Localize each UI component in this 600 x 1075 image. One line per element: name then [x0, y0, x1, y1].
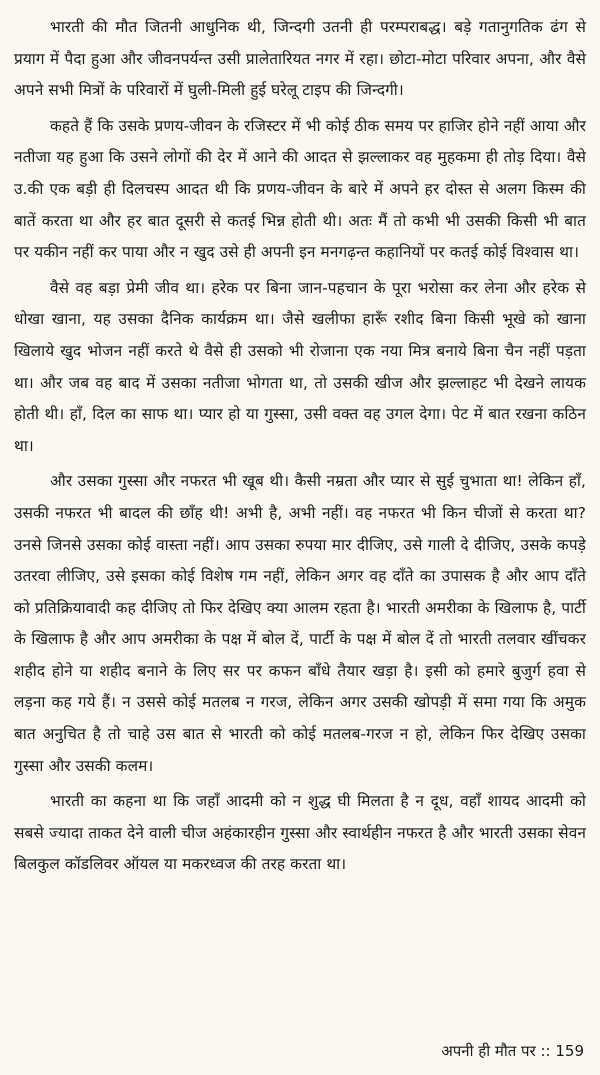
paragraph-3: वैसे वह बड़ा प्रेमी जीव था। हरेक पर बिना जान-पहचान के पूरा भरोसा कर लेना और हरेक से धोखा खाना, यह उसका दैनिक कार्यक्रम था। जैसे खलीफा हारूँ रशीद बिना किसी भूखे को खाना खिलाये खुद भोजन नहीं करते थे वैसे ही उसको भी रोजाना एक नया मित्र बनाये बिना चैन नहीं पड़ता था। और जब वह बाद में उसका नतीजा भोगता था, तो उसकी खीज और झल्लाहट भी देखने लायक होती थी। हाँ, दिल का साफ था। प्यार हो या गुस्सा, उसी वक्त वह उगल देगा। पेट में बात रखना कठिन था। [14, 278, 586, 455]
paragraph-1: भारती की मौत जितनी आधुनिक थी, जिन्दगी उतनी ही परम्पराबद्ध। बड़े गतानुगतिक ढंग से प्रयाग में पैदा हुआ और जीवनपर्यन्त उसी प्रालेतारियत नगर में रहा। छोटा-मोटा परिवार अपना, और वैसे अपने सभी मित्रों के परिवारों में घुली-मिली हुई घरेलू टाइप की जिन्दगी। [14, 18, 586, 100]
paragraph-4: और उसका गुस्सा और नफरत भी खूब थी। कैसी नम्रता और प्यार से सुई चुभाता था! लेकिन हाँ, उसकी नफरत भी बादल की छाँह थी! अभी है, अभी नहीं। वह नफरत भी किन चीजों से करता था? उनसे जिनसे उसका कोई वास्ता नहीं। आप उसका रुपया मार दीजिए, उसे गाली दे दीजिए, उसके कपड़े उतरवा लीजिए, उसे इसका कोई विशेष गम नहीं, लेकिन अगर वह दाँते का उपासक है और आप दाँते को प्रतिक्रियावादी कह दीजिए तो फिर देखिए क्या आलम रहता है। भारती अमरीका के खिलाफ है, पार्टी के खिलाफ है और आप अमरीका के पक्ष में बोल दें, पार्टी के पक्ष में बोल दें तो भारती तलवार खींचकर शहीद होने या शहीद बनाने के लिए सर पर कफन बाँधे तैयार खड़ा है। इसी को हमारे बुजुर्ग हवा से लड़ना कह गये हैं। न उससे कोई मतलब न गरज, लेकिन अगर उसकी खोपड़ी में समा गया कि अमुक बात अनुचित है तो चाहे उस बात से भारती को कोई मतलब-गरज न हो, लेकिन फिर देखिए उसका गुस्सा और उसकी कलम। [14, 472, 586, 775]
paragraph-5: भारती का कहना था कि जहाँ आदमी को न शुद्ध घी मिलता है न दूध, वहाँ शायद आदमी को सबसे ज्यादा ताकत देने वाली चीज अहंकारहीन गुस्सा और स्वार्थहीन नफरत है और भारती उसका सेवन बिलकुल कॉडलिवर ऑयल या मकरध्वज की तरह करता था। [14, 792, 586, 874]
page-footer-running-head: अपनी ही मौत पर :: 159 [441, 1042, 584, 1060]
paragraph-2: कहते हैं कि उसके प्रणय-जीवन के रजिस्टर में भी कोई ठीक समय पर हाजिर होने नहीं आया और नतीजा यह हुआ कि उसने लोगों की देर में आने की आदत से झल्लाकर वह मुहकमा ही तोड़ दिया। वैसे उ.की एक बड़ी ही दिलचस्प आदत थी कि प्रणय-जीवन के बारे में अपने हर दोस्त से अलग किस्म की बातें करता था और हर बात दूसरी से कतई भिन्न होती थी। अतः मैं तो कभी भी उसकी किसी भी बात पर यकीन नहीं कर पाया और न खुद उसे ही अपनी इन मनगढ़न्त कहानियों पर कतई कोई विश्वास था। [14, 116, 586, 262]
